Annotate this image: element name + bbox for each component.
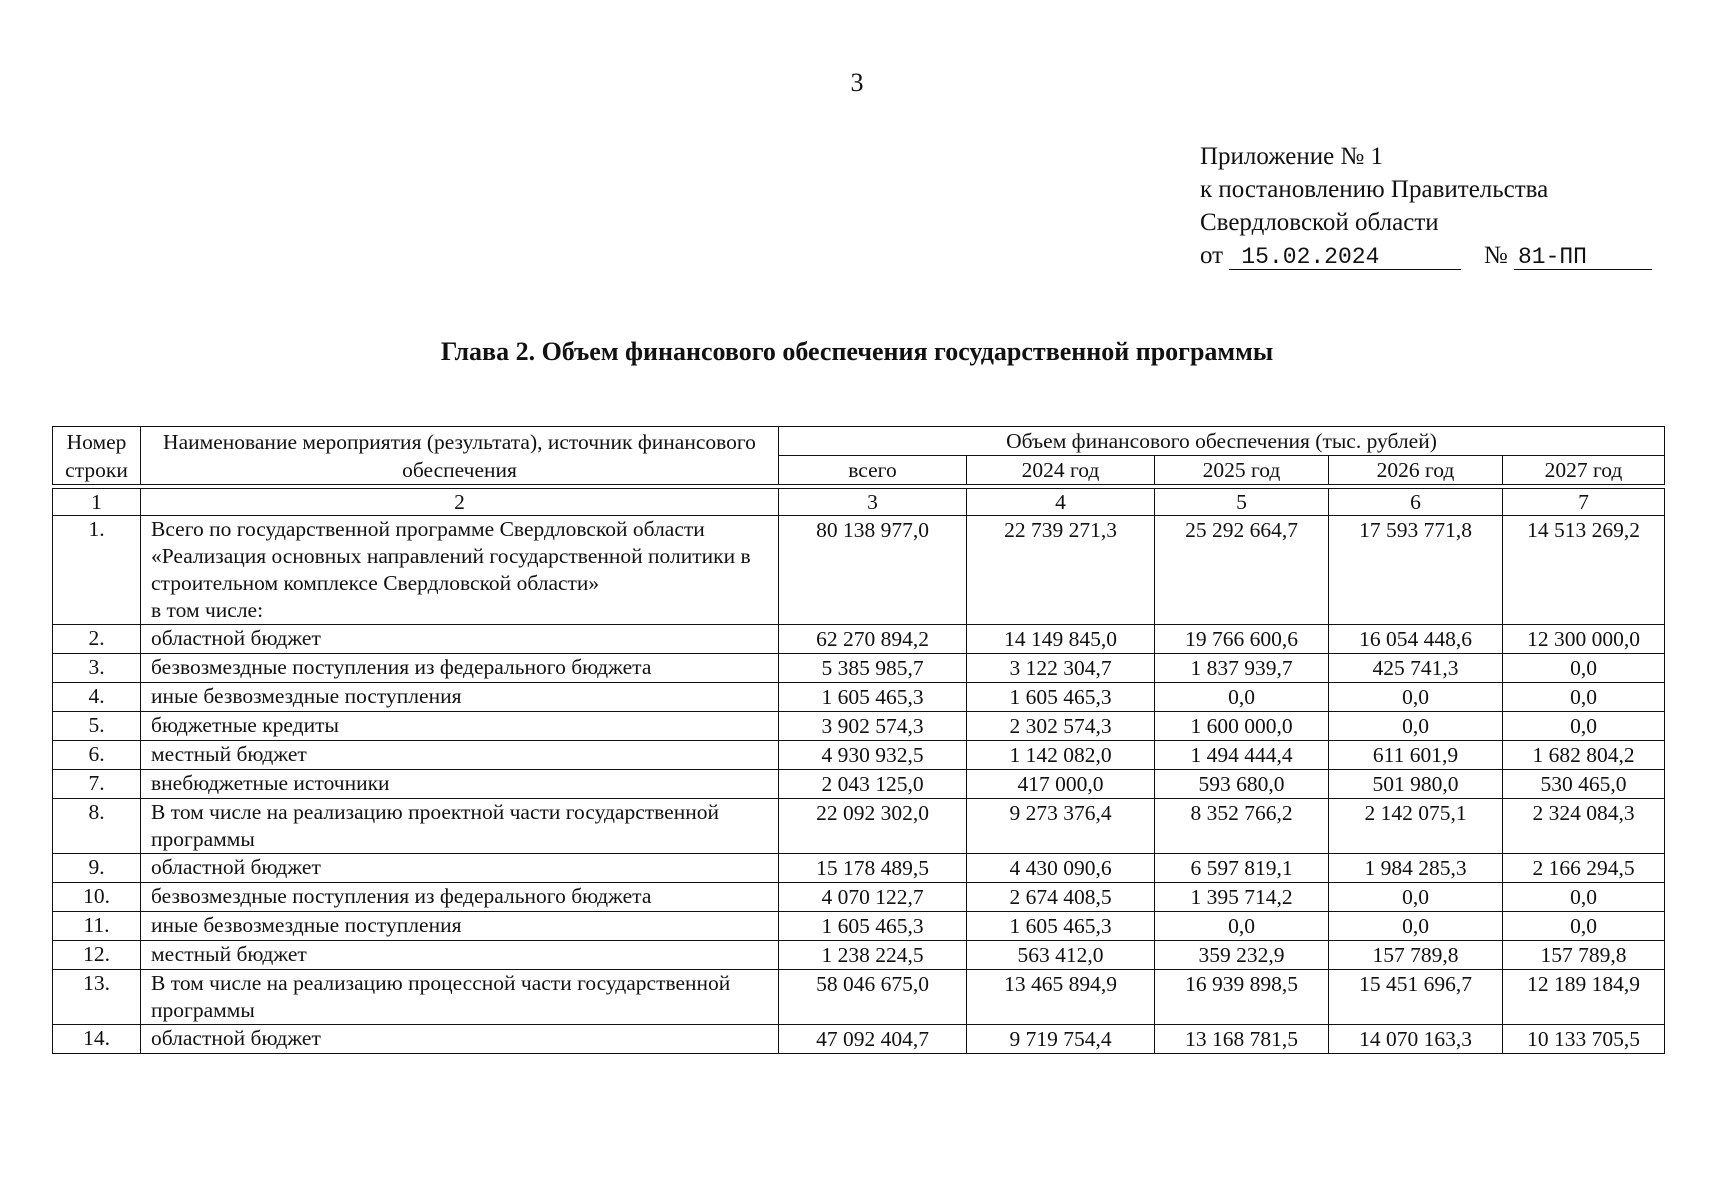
column-number: 7: [1503, 489, 1665, 516]
row-2026-cell: 0,0: [1329, 683, 1503, 712]
row-2024-cell: 9 273 376,4: [967, 799, 1155, 854]
row-2025-cell: 25 292 664,7: [1155, 516, 1329, 625]
row-name-cell: безвозмездные поступления из федерального бюджета: [141, 883, 779, 912]
row-2026-cell: 15 451 696,7: [1329, 970, 1503, 1025]
row-total-cell: 1 605 465,3: [779, 683, 967, 712]
row-2027-cell: 2 166 294,5: [1503, 854, 1665, 883]
table-row: [53, 741, 1665, 770]
header-volume-group: Объем финансового обеспечения (тыс. рублей): [779, 427, 1665, 456]
row-number-cell: 13.: [53, 970, 141, 1025]
appendix-decree-line: к постановлению Правительства: [1200, 176, 1549, 203]
table-row: [53, 799, 1665, 854]
table-row: [53, 683, 1665, 712]
table-row: [53, 625, 1665, 654]
row-2024-cell: 9 719 754,4: [967, 1025, 1155, 1054]
chapter-title: Глава 2. Объем финансового обеспечения государственной программы: [440, 337, 1274, 366]
row-name-cell: местный бюджет: [141, 941, 779, 970]
row-2024-cell: 14 149 845,0: [967, 625, 1155, 654]
row-2025-cell: 8 352 766,2: [1155, 799, 1329, 854]
row-name-cell: бюджетные кредиты: [141, 712, 779, 741]
table-row: [53, 941, 1665, 970]
row-2027-cell: 157 789,8: [1503, 941, 1665, 970]
row-2024-cell: 1 605 465,3: [967, 912, 1155, 941]
row-2025-cell: 19 766 600,6: [1155, 625, 1329, 654]
row-2026-cell: 501 980,0: [1329, 770, 1503, 799]
column-number: 2: [141, 489, 779, 516]
row-name-cell: местный бюджет: [141, 741, 779, 770]
table-row: [53, 712, 1665, 741]
table-row: [53, 883, 1665, 912]
row-2025-cell: 1 395 714,2: [1155, 883, 1329, 912]
row-2027-cell: 12 189 184,9: [1503, 970, 1665, 1025]
row-total-cell: 1 605 465,3: [779, 912, 967, 941]
row-total-cell: 5 385 985,7: [779, 654, 967, 683]
row-name-cell: В том числе на реализацию проектной части государственной программы: [141, 799, 779, 854]
row-2026-cell: 16 054 448,6: [1329, 625, 1503, 654]
row-2024-cell: 13 465 894,9: [967, 970, 1155, 1025]
row-number-cell: 14.: [53, 1025, 141, 1054]
row-name-cell: безвозмездные поступления из федерального бюджета: [141, 654, 779, 683]
column-number-row: [53, 489, 1665, 516]
row-number-cell: 4.: [53, 683, 141, 712]
row-2027-cell: 14 513 269,2: [1503, 516, 1665, 625]
table-row: [53, 770, 1665, 799]
row-2025-cell: 6 597 819,1: [1155, 854, 1329, 883]
row-2027-cell: 0,0: [1503, 883, 1665, 912]
row-2024-cell: 563 412,0: [967, 941, 1155, 970]
row-2025-cell: 359 232,9: [1155, 941, 1329, 970]
row-2027-cell: 0,0: [1503, 683, 1665, 712]
column-number: 3: [779, 489, 967, 516]
row-number-cell: 6.: [53, 741, 141, 770]
row-2024-cell: 2 302 574,3: [967, 712, 1155, 741]
row-2024-cell: 4 430 090,6: [967, 854, 1155, 883]
row-total-cell: 4 070 122,7: [779, 883, 967, 912]
row-2025-cell: 0,0: [1155, 683, 1329, 712]
header-2025: 2025 год: [1155, 456, 1329, 485]
column-number: 1: [53, 489, 141, 516]
row-name-cell: иные безвозмездные поступления: [141, 683, 779, 712]
row-2026-cell: 425 741,3: [1329, 654, 1503, 683]
header-total: всего: [779, 456, 967, 485]
row-total-cell: 47 092 404,7: [779, 1025, 967, 1054]
column-number: 6: [1329, 489, 1503, 516]
row-2026-cell: 0,0: [1329, 883, 1503, 912]
row-number-cell: 10.: [53, 883, 141, 912]
header-row-number: Номер строки: [53, 427, 141, 485]
row-total-cell: 58 046 675,0: [779, 970, 967, 1025]
row-2024-cell: 2 674 408,5: [967, 883, 1155, 912]
row-2026-cell: 14 070 163,3: [1329, 1025, 1503, 1054]
row-2025-cell: 13 168 781,5: [1155, 1025, 1329, 1054]
table-row: [53, 912, 1665, 941]
row-number-cell: 2.: [53, 625, 141, 654]
date-prefix: от: [1200, 242, 1224, 269]
decree-date: 15.02.2024: [1229, 245, 1461, 270]
row-2024-cell: 22 739 271,3: [967, 516, 1155, 625]
row-2027-cell: 10 133 705,5: [1503, 1025, 1665, 1054]
row-2025-cell: 1 494 444,4: [1155, 741, 1329, 770]
row-number-cell: 11.: [53, 912, 141, 941]
table-row: [53, 1025, 1665, 1054]
row-name-cell: внебюджетные источники: [141, 770, 779, 799]
row-2026-cell: 611 601,9: [1329, 741, 1503, 770]
column-number: 5: [1155, 489, 1329, 516]
row-number-cell: 12.: [53, 941, 141, 970]
row-number-cell: 9.: [53, 854, 141, 883]
row-2025-cell: 1 837 939,7: [1155, 654, 1329, 683]
row-2025-cell: 593 680,0: [1155, 770, 1329, 799]
header-name: Наименование мероприятия (результата), источник финансового обеспечения: [141, 427, 779, 485]
financing-table: [52, 426, 1665, 1054]
row-total-cell: 80 138 977,0: [779, 516, 967, 625]
header-2027: 2027 год: [1503, 456, 1665, 485]
row-name-cell: иные безвозмездные поступления: [141, 912, 779, 941]
row-total-cell: 2 043 125,0: [779, 770, 967, 799]
row-number-cell: 5.: [53, 712, 141, 741]
row-2026-cell: 17 593 771,8: [1329, 516, 1503, 625]
table-row: [53, 654, 1665, 683]
row-2026-cell: 1 984 285,3: [1329, 854, 1503, 883]
row-2024-cell: 417 000,0: [967, 770, 1155, 799]
row-total-cell: 15 178 489,5: [779, 854, 967, 883]
row-2027-cell: 1 682 804,2: [1503, 741, 1665, 770]
row-number-cell: 3.: [53, 654, 141, 683]
row-2024-cell: 3 122 304,7: [967, 654, 1155, 683]
appendix-date-number-line: [1200, 239, 1670, 272]
row-2024-cell: 1 605 465,3: [967, 683, 1155, 712]
row-2026-cell: 0,0: [1329, 712, 1503, 741]
row-name-cell: областной бюджет: [141, 854, 779, 883]
row-2027-cell: 530 465,0: [1503, 770, 1665, 799]
row-2026-cell: 0,0: [1329, 912, 1503, 941]
row-number-cell: 8.: [53, 799, 141, 854]
row-2025-cell: 0,0: [1155, 912, 1329, 941]
row-2026-cell: 157 789,8: [1329, 941, 1503, 970]
row-2027-cell: 2 324 084,3: [1503, 799, 1665, 854]
row-name-cell: областной бюджет: [141, 1025, 779, 1054]
row-total-cell: 1 238 224,5: [779, 941, 967, 970]
row-2025-cell: 1 600 000,0: [1155, 712, 1329, 741]
table-row: [53, 970, 1665, 1025]
row-2027-cell: 0,0: [1503, 712, 1665, 741]
row-2027-cell: 0,0: [1503, 912, 1665, 941]
row-name-cell: В том числе на реализацию процессной части государственной программы: [141, 970, 779, 1025]
row-2025-cell: 16 939 898,5: [1155, 970, 1329, 1025]
column-number: 4: [967, 489, 1155, 516]
row-total-cell: 3 902 574,3: [779, 712, 967, 741]
row-2027-cell: 0,0: [1503, 654, 1665, 683]
page-number: 3: [850, 68, 864, 97]
row-total-cell: 4 930 932,5: [779, 741, 967, 770]
header-2024: 2024 год: [967, 456, 1155, 485]
appendix-title: Приложение № 1: [1200, 143, 1384, 170]
row-total-cell: 22 092 302,0: [779, 799, 967, 854]
appendix-block: [1200, 140, 1670, 272]
row-total-cell: 62 270 894,2: [779, 625, 967, 654]
decree-number: 81-ПП: [1514, 245, 1652, 270]
row-name-cell: Всего по государственной программе Свердловской области «Реализация основных направлений государственной политики в строительном комплексе Свердловской области» в том числе:: [141, 516, 779, 625]
table-row: [53, 516, 1665, 625]
header-2026: 2026 год: [1329, 456, 1503, 485]
row-2027-cell: 12 300 000,0: [1503, 625, 1665, 654]
row-number-cell: 7.: [53, 770, 141, 799]
row-2024-cell: 1 142 082,0: [967, 741, 1155, 770]
appendix-region-line: Свердловской области: [1200, 209, 1439, 236]
row-2026-cell: 2 142 075,1: [1329, 799, 1503, 854]
row-name-cell: областной бюджет: [141, 625, 779, 654]
row-number-cell: 1.: [53, 516, 141, 625]
number-prefix: №: [1483, 242, 1508, 269]
table-row: [53, 854, 1665, 883]
